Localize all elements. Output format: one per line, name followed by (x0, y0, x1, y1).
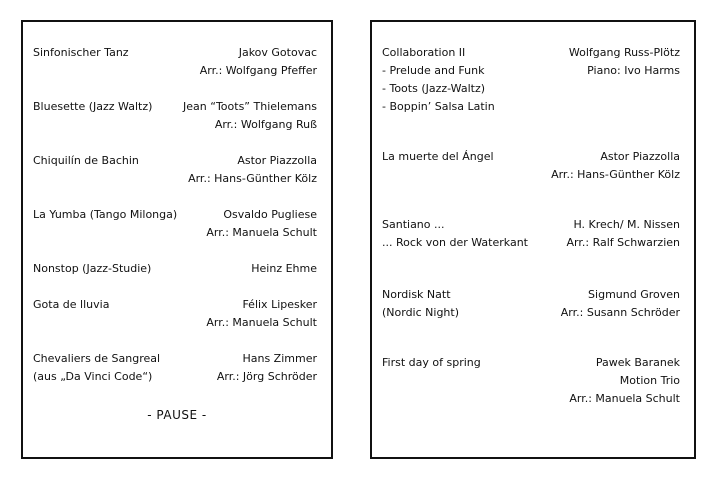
arranger: Arr.: Hans-Günther Kölz (188, 172, 317, 185)
program-entry (33, 206, 317, 242)
entry-line (33, 224, 317, 242)
composer: Hans Zimmer (242, 352, 317, 365)
entry-line (33, 260, 317, 278)
composer: Jakov Gotovac (238, 46, 317, 59)
program-entry (382, 216, 680, 252)
entry-line (33, 152, 317, 170)
entry-line (33, 368, 317, 386)
entry-line (33, 296, 317, 314)
piece-title: Gota de lluvia (33, 298, 110, 311)
program-entry (382, 44, 680, 116)
entry-line (382, 80, 680, 98)
composer: Heinz Ehme (251, 262, 317, 275)
program-entry (33, 98, 317, 134)
entry-line (33, 116, 317, 134)
piece-title: La Yumba (Tango Milonga) (33, 208, 178, 221)
entry-line (33, 62, 317, 80)
program-entry (33, 296, 317, 332)
piece-title: Nordisk Natt (382, 288, 451, 301)
piece-title: Santiano ... (382, 218, 445, 231)
entry-line (33, 206, 317, 224)
entry-line (382, 304, 680, 322)
entry-line (382, 62, 680, 80)
composer: Wolfgang Russ-Plötz (568, 46, 680, 59)
arranger: Arr.: Hans-Günther Kölz (551, 168, 680, 181)
composer: Pawek Baranek (595, 356, 680, 369)
composer: Jean “Toots” Thielemans (183, 100, 317, 113)
piece-title: La muerte del Ángel (382, 150, 494, 163)
piece-movement: - Boppin’ Salsa Latin (382, 100, 495, 113)
entry-line (33, 98, 317, 116)
piece-title: Collaboration II (382, 46, 466, 59)
arranger: Arr.: Wolfgang Pfeffer (199, 64, 317, 77)
piece-title: Bluesette (Jazz Waltz) (33, 100, 153, 113)
arranger: Arr.: Wolfgang Ruß (214, 118, 317, 131)
program-entry (33, 44, 317, 80)
arranger: Arr.: Ralf Schwarzien (566, 236, 680, 249)
program-entry (382, 354, 680, 408)
program-entry (382, 148, 680, 184)
composer: Sigmund Groven (588, 288, 680, 301)
entry-line (382, 234, 680, 252)
piece-subtitle: (Nordic Night) (382, 306, 460, 319)
composer: H. Krech/ M. Nissen (573, 218, 680, 231)
arranger: Arr.: Jörg Schröder (216, 370, 317, 383)
piece-title: Nonstop (Jazz-Studie) (33, 262, 152, 275)
arranger: Arr.: Manuela Schult (569, 392, 680, 405)
entry-line (33, 314, 317, 332)
composer: Astor Piazzolla (237, 154, 317, 167)
entry-line (382, 372, 680, 390)
arranger: Arr.: Susann Schröder (560, 306, 680, 319)
piece-title: Sinfonischer Tanz (33, 46, 129, 59)
arranger: Arr.: Manuela Schult (206, 226, 317, 239)
performer: Piano: Ivo Harms (587, 64, 680, 77)
entry-line (382, 354, 680, 372)
entry-line (33, 170, 317, 188)
program-entry (382, 286, 680, 322)
program-page-right (370, 20, 696, 459)
arranger: Arr.: Manuela Schult (206, 316, 317, 329)
pause-label: - PAUSE - (147, 408, 207, 422)
program-entry (33, 260, 317, 278)
piece-title: Chiquilín de Bachin (33, 154, 139, 167)
piece-movement: - Toots (Jazz-Waltz) (382, 82, 486, 95)
entry-line (382, 98, 680, 116)
entry-line (382, 44, 680, 62)
program-entry (33, 152, 317, 188)
piece-title: First day of spring (382, 356, 481, 369)
piece-title: Chevaliers de Sangreal (33, 352, 161, 365)
program-page-left (21, 20, 333, 459)
entry-line (382, 166, 680, 184)
entry-line (382, 390, 680, 408)
entry-line (382, 286, 680, 304)
composer: Félix Lipesker (242, 298, 317, 311)
entry-line (33, 350, 317, 368)
composer: Astor Piazzolla (600, 150, 680, 163)
entry-line (382, 216, 680, 234)
piece-movement: - Prelude and Funk (382, 64, 485, 77)
piece-subtitle: ... Rock von der Waterkant (382, 236, 528, 249)
piece-subtitle: (aus „Da Vinci Code“) (33, 370, 153, 383)
composer: Osvaldo Pugliese (223, 208, 317, 221)
entry-line (382, 148, 680, 166)
performer: Motion Trio (619, 374, 680, 387)
program-entry (33, 350, 317, 386)
entry-line (33, 44, 317, 62)
